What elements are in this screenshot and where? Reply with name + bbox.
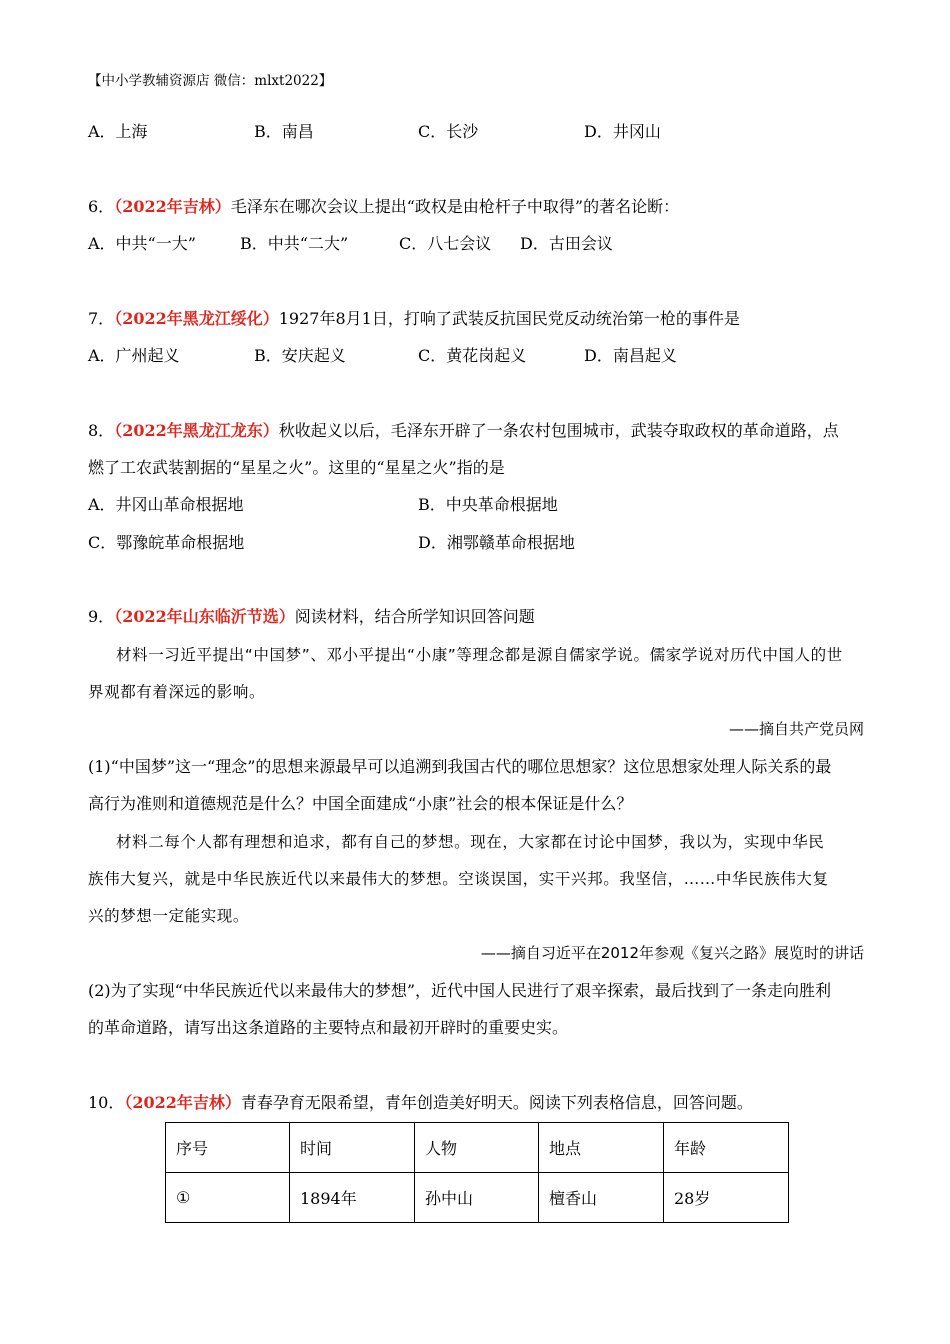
- q7-option-b: B．安庆起义: [254, 346, 346, 365]
- table-header-cell: 序号: [166, 1123, 290, 1173]
- q8-stem-line2: 燃了工农武装割据的“星星之火”。这里的“星星之火”指的是: [88, 458, 505, 477]
- q9-sub2-line1: (2)为了实现“中华民族近代以来最伟大的梦想”，近代中国人民进行了艰辛探索，最后找到了一条走向胜利: [88, 981, 832, 1000]
- table-cell: 1894年: [290, 1173, 415, 1223]
- q8-text-1: 秋收起义以后，毛泽东开辟了一条农村包围城市，武装夺取政权的革命道路，点: [278, 421, 839, 440]
- q8-number: 8．: [88, 421, 115, 440]
- q9-material2-line3: 兴的梦想一定能实现。: [88, 907, 250, 925]
- q10-number: 10．: [88, 1093, 125, 1112]
- q6-option-d: D．古田会议: [520, 234, 613, 253]
- table-header-row: [166, 1123, 789, 1173]
- q6-option-a: A．中共“一大”: [88, 234, 196, 253]
- table-cell: 28岁: [664, 1173, 789, 1223]
- table-cell: 檀香山: [539, 1173, 664, 1223]
- q9-text: 阅读材料，结合所学知识回答问题: [294, 607, 535, 626]
- q6-text: 毛泽东在哪次会议上提出“政权是由枪杆子中取得”的著名论断：: [230, 197, 680, 216]
- q9-material1-line1: 材料一习近平提出“中国梦”、邓小平提出“小康”等理念都是源自儒家学说。儒家学说对历代中国人的世: [116, 646, 843, 664]
- table-cell: ①: [166, 1173, 290, 1223]
- q9-sub1-line1: (1)“中国梦”这一“理念”的思想来源最早可以追溯到我国古代的哪位思想家？这位思想家处理人际关系的最: [88, 757, 832, 776]
- q7-option-a: A．广州起义: [88, 346, 180, 365]
- q7-option-d: D．南昌起义: [584, 346, 677, 365]
- q6-option-b: B．中共“二大”: [240, 234, 349, 253]
- q7-source: （2022年黑龙江绥化）: [114, 309, 279, 328]
- q9-sub2-line2: 的革命道路，请写出这条道路的主要特点和最初开辟时的重要史实。: [88, 1018, 569, 1037]
- q10-stem: [88, 1092, 753, 1114]
- q8-option-a: A．井冈山革命根据地: [88, 495, 244, 514]
- table-header-cell: 地点: [539, 1123, 664, 1173]
- q6-number: 6．: [88, 197, 115, 216]
- q5-option-d: D．井冈山: [584, 122, 661, 141]
- q9-material2-line1: 材料二每个人都有理想和追求，都有自己的梦想。现在，大家都在讨论中国梦，我以为，实现中华民: [116, 833, 825, 851]
- q10-text: 青春孕育无限希望，青年创造美好明天。阅读下列表格信息，回答问题。: [240, 1093, 753, 1112]
- q10-table: [165, 1122, 789, 1223]
- q8-option-c: C．鄂豫皖革命根据地: [88, 533, 245, 552]
- q10-source: （2022年吉林）: [124, 1093, 241, 1112]
- q5-option-a: A．上海: [88, 122, 148, 141]
- q7-text: 1927年8月1日，打响了武装反抗国民党反动统治第一枪的事件是: [278, 309, 740, 328]
- q7-number: 7．: [88, 309, 115, 328]
- q8-option-b: B．中央革命根据地: [418, 495, 558, 514]
- table-header-cell: 年龄: [664, 1123, 789, 1173]
- table-row: [166, 1173, 789, 1223]
- q8-source: （2022年黑龙江龙东）: [114, 421, 279, 440]
- table-cell: 孙中山: [415, 1173, 539, 1223]
- q5-option-c: C．长沙: [418, 122, 479, 141]
- page-header: 【中小学教辅资源店 微信：mlxt2022】: [88, 73, 333, 89]
- q9-material1-source: ——摘自共产党员网: [728, 720, 864, 738]
- q9-stem: [88, 606, 535, 628]
- table-header-cell: 人物: [415, 1123, 539, 1173]
- q6-source: （2022年吉林）: [114, 197, 231, 216]
- q9-material2-source: ——摘自习近平在2012年参观《复兴之路》展览时的讲话: [480, 944, 864, 962]
- q5-option-b: B．南昌: [254, 122, 314, 141]
- q8-stem-line1: [88, 420, 839, 442]
- q7-stem: [88, 308, 740, 330]
- q9-sub1-line2: 高行为准则和道德规范是什么？中国全面建成“小康”社会的根本保证是什么？: [88, 794, 633, 813]
- q6-option-c: C．八七会议: [399, 234, 492, 253]
- q9-source: （2022年山东临沂节选）: [114, 607, 295, 626]
- q7-option-c: C．黄花岗起义: [418, 346, 527, 365]
- q9-material1-line2: 界观都有着深远的影响。: [88, 683, 266, 701]
- q9-material2-line2: 族伟大复兴，就是中华民族近代以来最伟大的梦想。空谈误国，实干兴邦。我坚信，……中华民族伟大复: [88, 870, 829, 888]
- q8-option-d: D．湘鄂赣革命根据地: [418, 533, 575, 552]
- q6-stem: [88, 196, 679, 218]
- table-header-cell: 时间: [290, 1123, 415, 1173]
- q9-number: 9．: [88, 607, 115, 626]
